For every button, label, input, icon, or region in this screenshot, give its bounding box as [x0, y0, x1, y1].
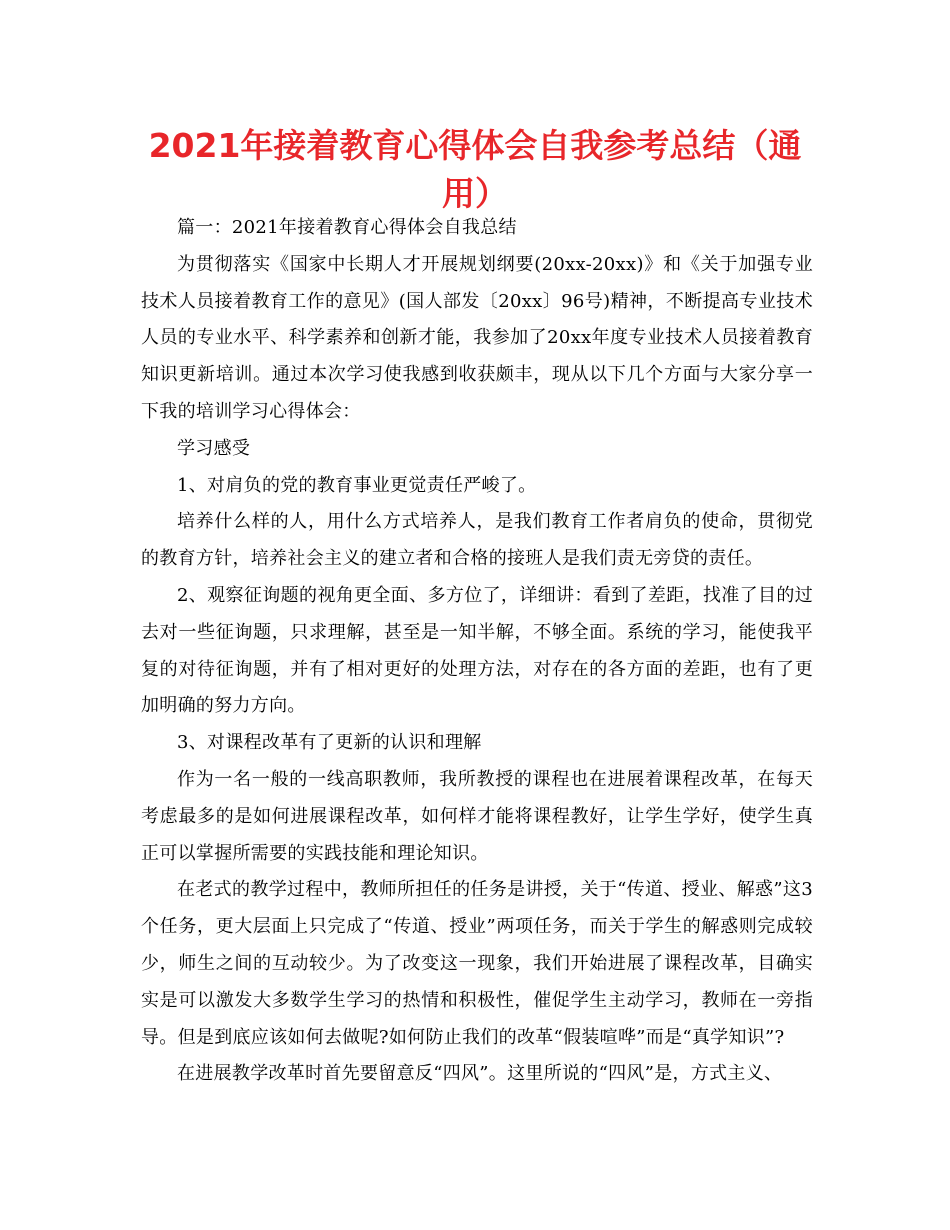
paragraph-body-1: 培养什么样的人，用什么方式培养人，是我们教育工作者肩负的使命，贯彻党的教育方针，培养社会主义的建立者和合格的接班人是我们责无旁贷的责任。: [141, 511, 813, 570]
paragraph-intro: 为贯彻落实《国家中长期人才开展规划纲要(20xx-20xx)》和《关于加强专业技术人员接着教育工作的意见》(国人部发〔20xx〕96号)精神，不断提高专业技术人员的专业水平、科学素养和创新才能，我参加了20xx年度专业技术人员接着教育知识更新培训。通过本次学习使我感到收获颇丰，现从以下几个方面与大家分享一下我的培训学习心得体会：: [141, 253, 813, 422]
paragraph-point-1: 1、对肩负的党的教育事业更觉责任严峻了。: [177, 474, 537, 496]
paragraph-point-3: 3、对课程改革有了更新的认识和理解: [177, 732, 482, 754]
document-title: 2021年接着教育心得体会自我参考总结（通用）: [148, 126, 802, 213]
paragraph-point-2: 2、观察征询题的视角更全面、多方位了，详细讲：看到了差距，找准了目的过去对一些征询题，只求理解，甚至是一知半解，不够全面。系统的学习，能使我平复的对待征询题，并有了相对更好的处理方法，对存在的各方面的差距，也有了更加明确的努力方向。: [141, 584, 813, 717]
paragraph-body-3a: 作为一名一般的一线高职教师，我所教授的课程也在进展着课程改革，在每天考虑最多的是如何进展课程改革，如何样才能将课程教好，让学生学好，使学生真正可以掌握所需要的实践技能和理论知识。: [141, 768, 813, 864]
paragraph-body-3b: 在老式的教学过程中，教师所担任的任务是讲授，关于“传道、授业、解惑”这3个任务，更大层面上只完成了“传道、授业”两项任务，而关于学生的解惑则完成较少，师生之间的互动较少。为了改变这一现象，我们开始进展了课程改革，目确实实是可以激发大多数学生学习的热情和积极性，催促学生主动学习，教师在一旁指导。但是到底应该如何去做呢?如何防止我们的改革“假装喧哗”而是“真学知识”?: [141, 879, 813, 1048]
paragraph-section-heading: 篇一：2021年接着教育心得体会自我总结: [177, 217, 517, 238]
paragraph-heading-learning: 学习感受: [177, 437, 251, 459]
paragraph-body-3c: 在进展教学改革时首先要留意反“四风”。这里所说的“四风”是，方式主义、: [177, 1063, 783, 1085]
document-body: [141, 210, 813, 1093]
